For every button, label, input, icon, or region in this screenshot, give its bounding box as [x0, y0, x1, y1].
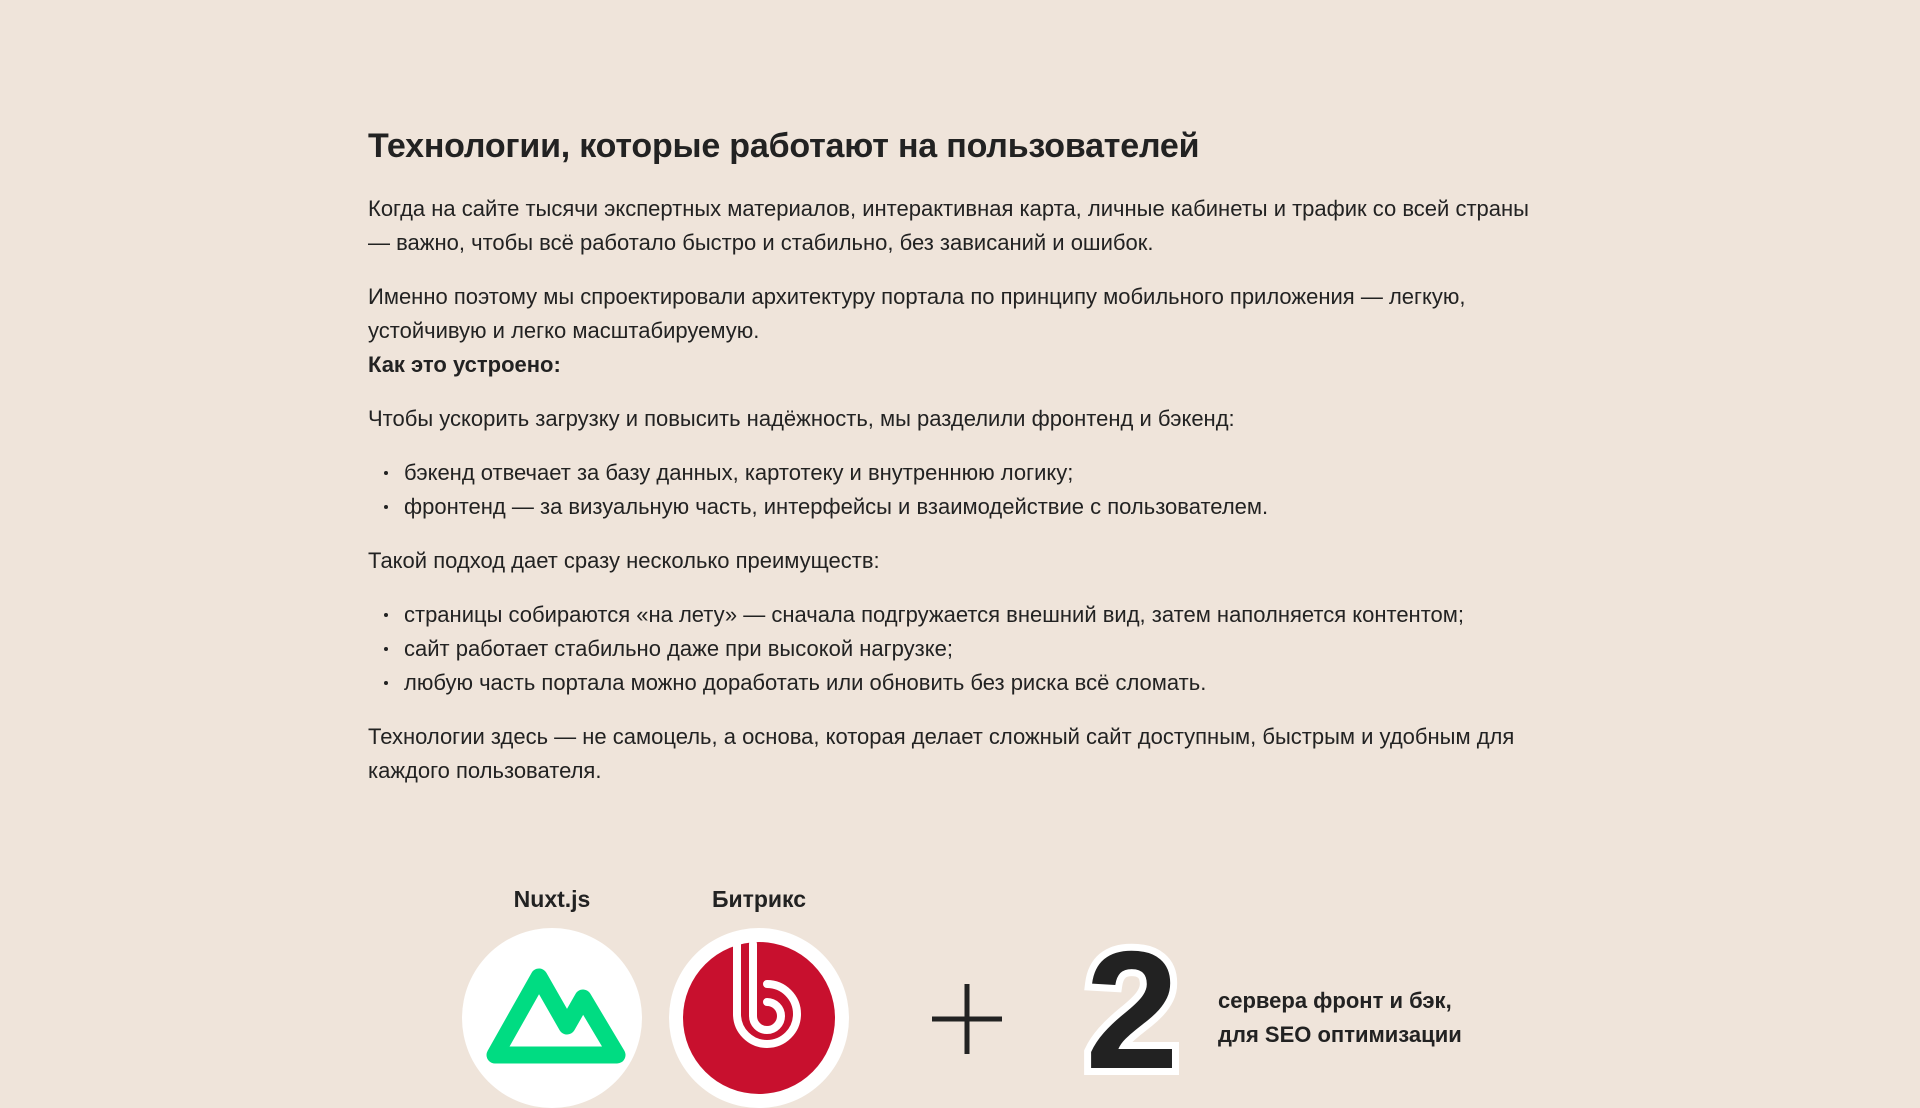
split-intro-paragraph: Чтобы ускорить загрузку и повысить надёжность, мы разделили фронтенд и бэкенд: — [368, 406, 1235, 431]
article — [368, 122, 1548, 788]
servers-caption-line-1: сервера фронт и бэк, — [1218, 988, 1452, 1013]
list-item: любую часть портала можно доработать или обновить без риска всё сломать. — [368, 666, 1548, 700]
list-item: страницы собираются «на лету» — сначала подгружается внешний вид, затем наполняется контентом; — [368, 598, 1548, 632]
intro-paragraph-2: Именно поэтому мы спроектировали архитектуру портала по принципу мобильного приложения — легкую, устойчивую и легко масштабируемую. — [368, 284, 1466, 343]
list-item: сайт работает стабильно даже при высокой нагрузке; — [368, 632, 1548, 666]
conclusion-paragraph: Технологии здесь — не самоцель, а основа, которая делает сложный сайт доступным, быстрым и удобным для каждого пользователя. — [368, 724, 1515, 783]
servers-caption — [1218, 984, 1462, 1052]
svg-text:2: 2 — [1085, 926, 1179, 1086]
benefits-intro-paragraph: Такой подход дает сразу несколько преимуществ: — [368, 548, 880, 573]
nuxt-label: Nuxt.js — [513, 886, 591, 912]
bitrix-logo-icon — [669, 928, 849, 1108]
split-list — [368, 456, 1548, 524]
benefits-list — [368, 598, 1548, 700]
servers-count — [1072, 926, 1192, 1086]
page-title: Технологии, которые работают на пользователей — [368, 127, 1200, 165]
servers-caption-line-2: для SEO оптимизации — [1218, 1022, 1462, 1047]
plus-icon — [930, 982, 1004, 1056]
section-heading-how: Как это устроено: — [368, 352, 561, 377]
nuxt-logo-icon — [462, 928, 642, 1108]
list-item: фронтенд — за визуальную часть, интерфейсы и взаимодействие с пользователем. — [368, 490, 1548, 524]
intro-paragraph-1: Когда на сайте тысячи экспертных материалов, интерактивная карта, личные кабинеты и трафик со всей страны — важно, чтобы всё работало быстро и стабильно, без зависаний и ошибок. — [368, 196, 1529, 255]
bitrix-label: Битрикс — [711, 886, 807, 912]
list-item: бэкенд отвечает за базу данных, картотеку и внутреннюю логику; — [368, 456, 1548, 490]
